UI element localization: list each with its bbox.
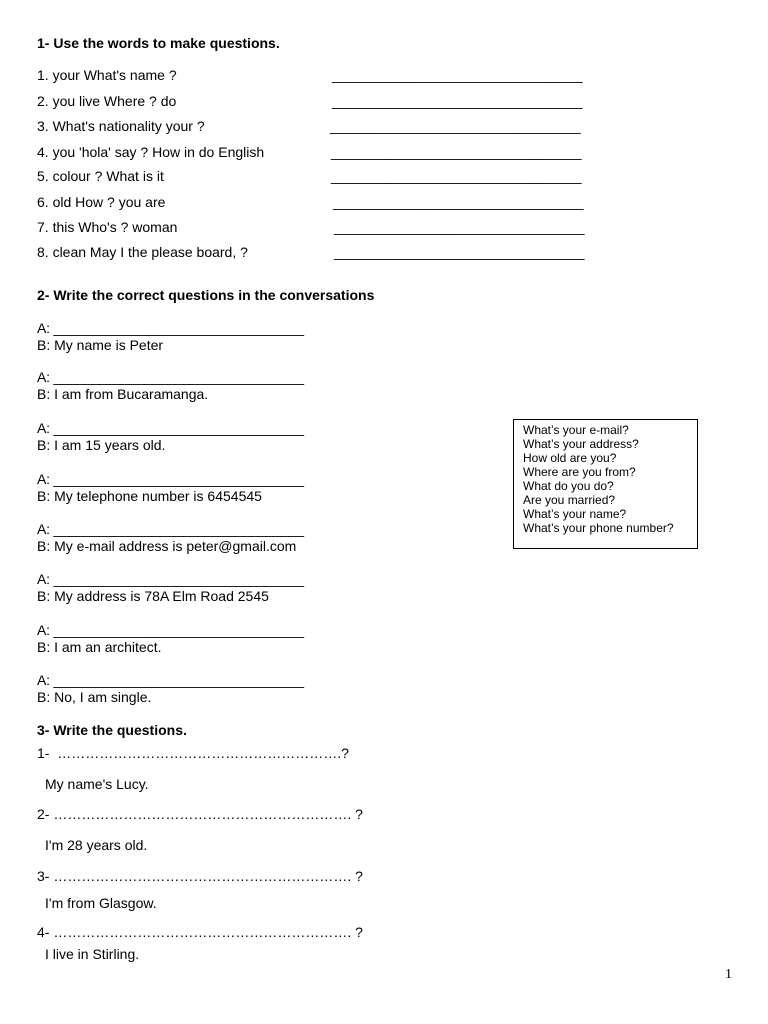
conv-6-answer: B: My address is 78A Elm Road 2545 bbox=[37, 588, 269, 604]
s1-item-1: 1. your What's name ? bbox=[37, 67, 177, 83]
conv-7-question[interactable]: A: _________________________________ bbox=[37, 622, 304, 638]
conv-2-question[interactable]: A: _________________________________ bbox=[37, 369, 304, 385]
s1-blank-3[interactable]: _________________________________ bbox=[330, 118, 581, 134]
conv-3-question[interactable]: A: _________________________________ bbox=[37, 420, 304, 436]
s1-blank-8[interactable]: _________________________________ bbox=[334, 244, 585, 260]
s1-item-7: 7. this Who's ? woman bbox=[37, 219, 178, 235]
s1-blank-5[interactable]: _________________________________ bbox=[331, 168, 582, 184]
box-option: What’s your address? bbox=[523, 437, 639, 451]
s1-item-3: 3. What's nationality your ? bbox=[37, 118, 205, 134]
s3-answer-2: I'm 28 years old. bbox=[45, 837, 148, 853]
conv-6-question[interactable]: A: _________________________________ bbox=[37, 571, 304, 587]
box-option: What’s your name? bbox=[523, 507, 627, 521]
conv-4-answer: B: My telephone number is 6454545 bbox=[37, 488, 262, 504]
s1-blank-4[interactable]: _________________________________ bbox=[331, 144, 582, 160]
s3-answer-4: I live in Stirling. bbox=[45, 946, 140, 962]
conv-4-question[interactable]: A: _________________________________ bbox=[37, 471, 304, 487]
s3-question-1[interactable]: 1- …………………………………………………….? bbox=[37, 745, 349, 761]
section1-title: 1- Use the words to make questions. bbox=[37, 35, 280, 51]
box-option: What’s your e-mail? bbox=[523, 423, 629, 437]
conv-3-answer: B: I am 15 years old. bbox=[37, 437, 166, 453]
conv-1-question[interactable]: A: _________________________________ bbox=[37, 320, 304, 336]
s1-item-6: 6. old How ? you are bbox=[37, 194, 166, 210]
page-number: 1 bbox=[725, 967, 732, 982]
s1-blank-6[interactable]: _________________________________ bbox=[333, 194, 584, 210]
s1-blank-2[interactable]: _________________________________ bbox=[332, 93, 583, 109]
conv-5-answer: B: My e-mail address is peter@gmail.com bbox=[37, 538, 297, 554]
box-option: Are you married? bbox=[523, 493, 616, 507]
s1-blank-1[interactable]: _________________________________ bbox=[332, 67, 583, 83]
s1-item-5: 5. colour ? What is it bbox=[37, 168, 164, 184]
section2-title: 2- Write the correct questions in the conversations bbox=[37, 287, 375, 303]
question-options-box bbox=[513, 419, 698, 549]
box-option: How old are you? bbox=[523, 451, 617, 465]
conv-1-answer: B: My name is Peter bbox=[37, 337, 164, 353]
s3-question-4[interactable]: 4- ………………………………………………………. ? bbox=[37, 924, 363, 940]
s1-item-4: 4. you 'hola' say ? How in do English bbox=[37, 144, 265, 160]
box-option: What do you do? bbox=[523, 479, 614, 493]
s1-item-2: 2. you live Where ? do bbox=[37, 93, 177, 109]
conv-2-answer: B: I am from Bucaramanga. bbox=[37, 386, 209, 402]
s3-answer-3: I'm from Glasgow. bbox=[45, 895, 157, 911]
conv-8-answer: B: No, I am single. bbox=[37, 689, 152, 705]
s1-item-8: 8. clean May I the please board, ? bbox=[37, 244, 248, 260]
section3-title: 3- Write the questions. bbox=[37, 722, 187, 738]
s3-question-2[interactable]: 2- ………………………………………………………. ? bbox=[37, 806, 363, 822]
box-option: What’s your phone number? bbox=[523, 521, 674, 535]
s1-blank-7[interactable]: _________________________________ bbox=[334, 219, 585, 235]
s3-answer-1: My name's Lucy. bbox=[45, 776, 149, 792]
box-option: Where are you from? bbox=[523, 465, 636, 479]
conv-7-answer: B: I am an architect. bbox=[37, 639, 162, 655]
conv-8-question[interactable]: A: _________________________________ bbox=[37, 672, 304, 688]
conv-5-question[interactable]: A: _________________________________ bbox=[37, 521, 304, 537]
s3-question-3[interactable]: 3- ………………………………………………………. ? bbox=[37, 868, 363, 884]
